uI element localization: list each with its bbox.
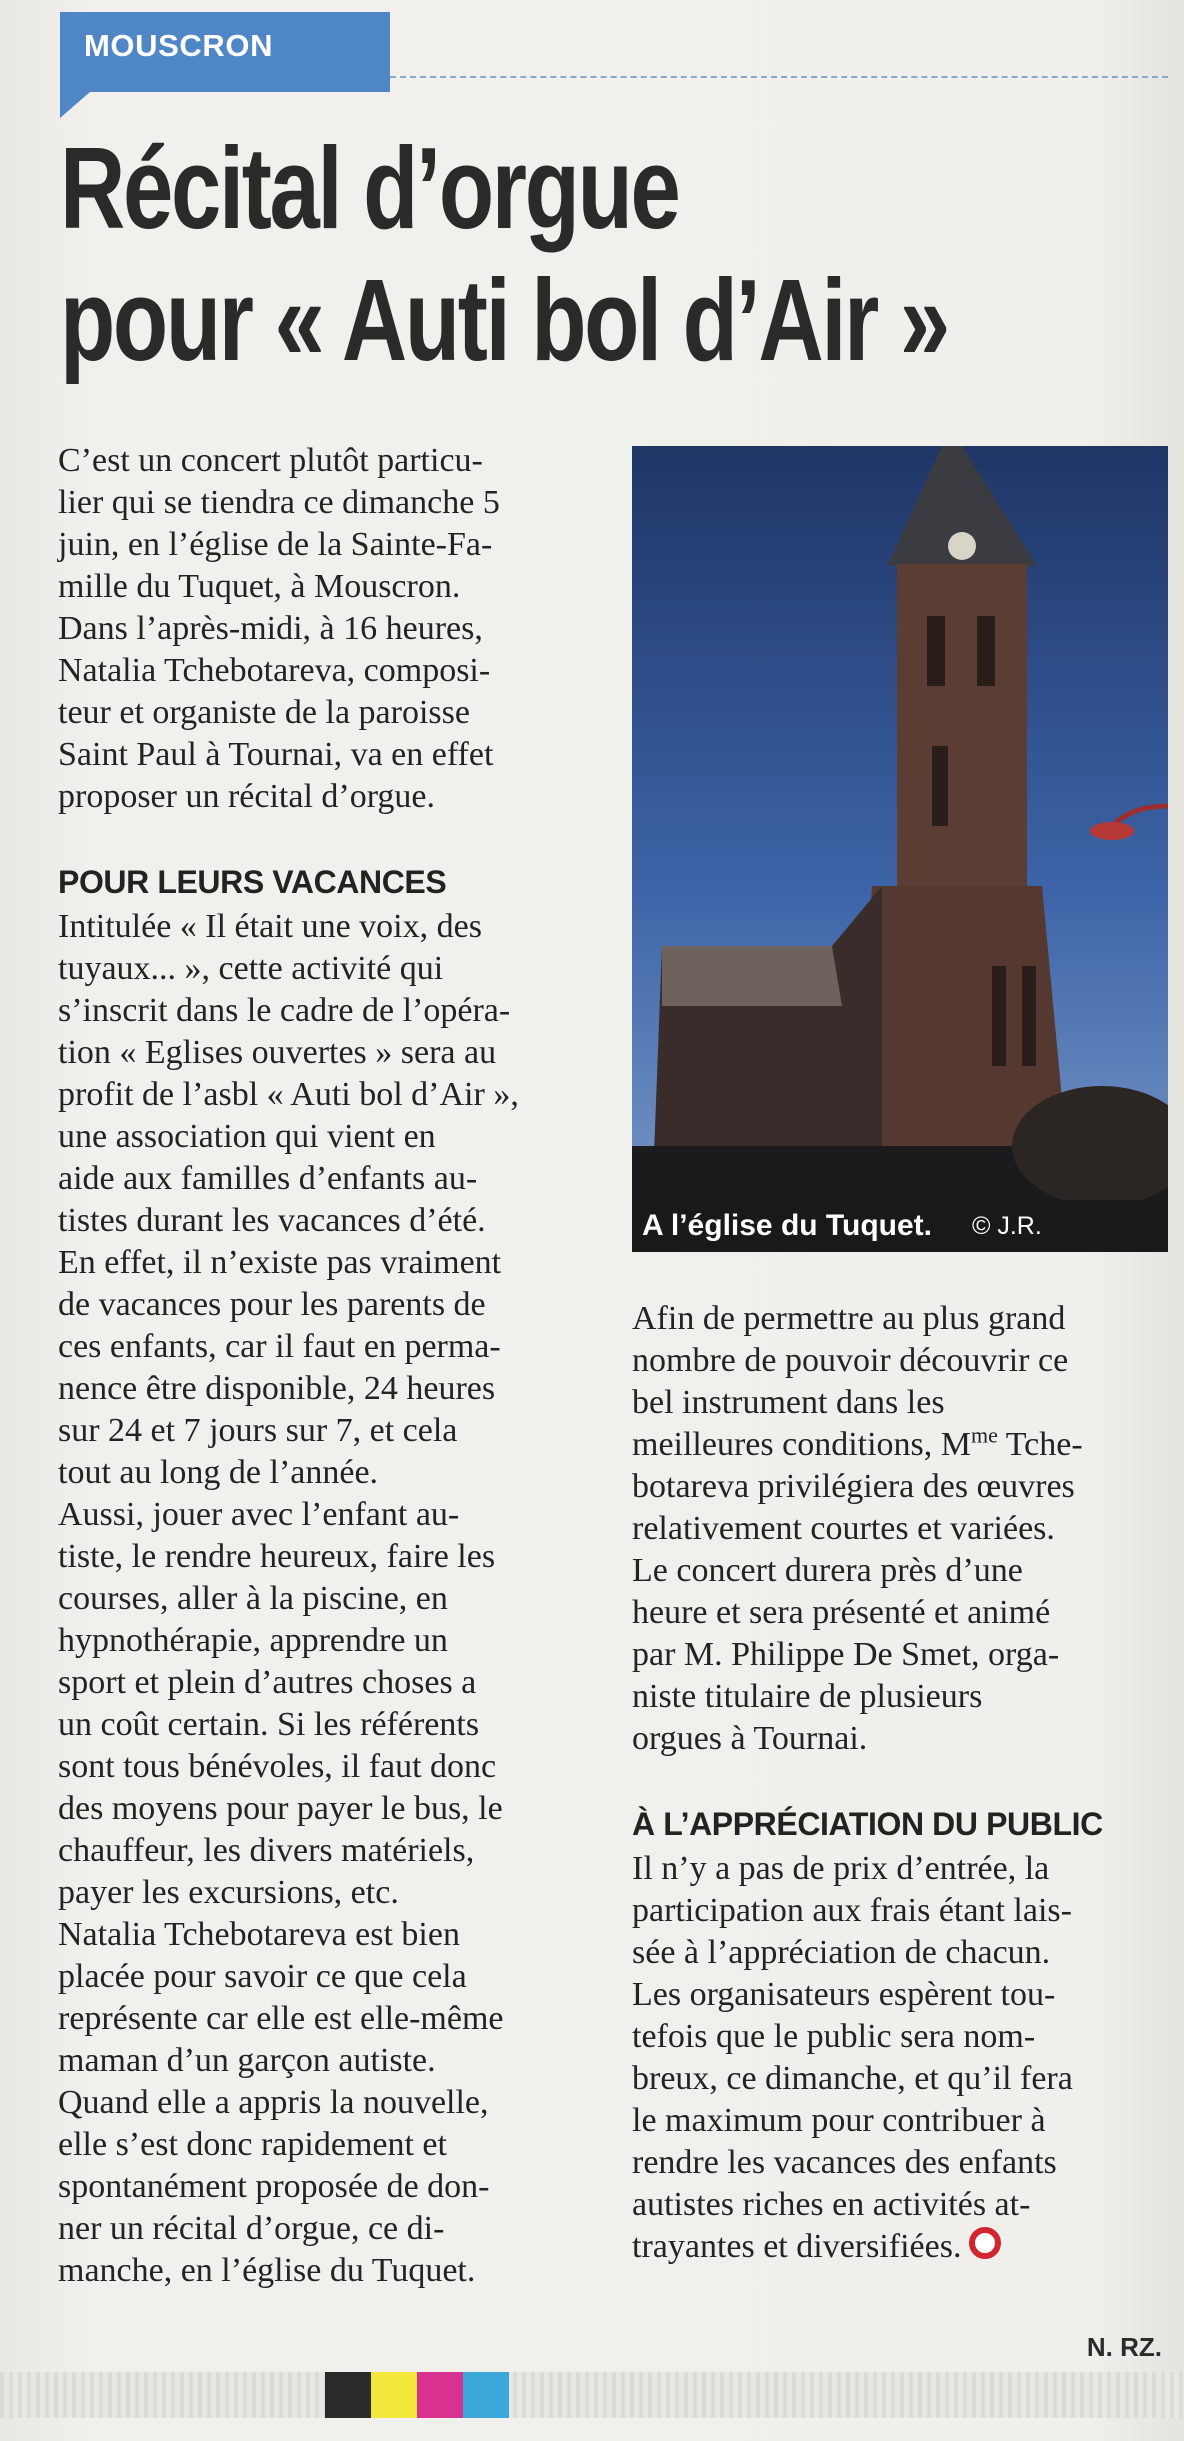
body-paragraph-concert [632, 1298, 1164, 1760]
print-color-swatch [417, 2372, 463, 2418]
text-line: botareva privilégiera des œuvres [632, 1468, 1075, 1505]
text-line: sont tous bénévoles, il faut donc [58, 1748, 497, 1785]
text-line: le maximum pour contribuer à [632, 2102, 1046, 2139]
text-line: mille du Tuquet, à Mouscron. [58, 568, 461, 605]
text-line: sée à l’appréciation de chacun. [632, 1934, 1051, 1971]
section-label: MOUSCRON [84, 28, 274, 63]
text-line: aide aux familles d’enfants au- [58, 1160, 478, 1197]
byline: N. RZ. [1086, 2332, 1162, 2362]
text-line: niste titulaire de plusieurs [632, 1678, 983, 1715]
text-line: autistes riches en activités at- [632, 2186, 1031, 2223]
print-color-swatch [463, 2372, 509, 2418]
body-paragraph-vacances [58, 906, 588, 2292]
section-rule [390, 76, 1168, 78]
section-tag-tail [60, 92, 90, 118]
text-line: courses, aller à la piscine, en [58, 1580, 448, 1617]
text-line: Natalia Tchebotareva est bien [58, 1916, 460, 1953]
text-line: rendre les vacances des enfants [632, 2144, 1057, 2181]
print-color-bar [325, 2372, 509, 2418]
text-line: participation aux frais étant lais- [632, 1892, 1072, 1929]
intro-paragraph [58, 440, 588, 818]
nave-roof [662, 946, 842, 1006]
tower [897, 564, 1027, 894]
text-line: ces enfants, car il faut en perma- [58, 1328, 501, 1365]
text-line: sport et plein d’autres choses a [58, 1664, 477, 1701]
printer-strip [0, 2372, 1184, 2418]
text-line: nombre de pouvoir découvrir ce [632, 1342, 1069, 1379]
subhead-public: À L’APPRÉCIATION DU PUBLIC [632, 1806, 1103, 1842]
text-line: Aussi, jouer avec l’enfant au- [58, 1496, 460, 1533]
text-line: tuyaux... », cette activité qui [58, 950, 444, 987]
text-line: meilleures conditions, M [632, 1426, 972, 1463]
headline-line-2: pour « Auti bol d’Air » [60, 255, 948, 385]
text-line-continuation: Tche- [997, 1426, 1083, 1463]
tower-window [927, 616, 945, 686]
headline [60, 122, 948, 386]
tower-window [977, 616, 995, 686]
text-line: Les organisateurs espèrent tou- [632, 1976, 1056, 2013]
text-line: trayantes et diversifiées. [632, 2228, 962, 2265]
text-line: payer les excursions, etc. [58, 1874, 399, 1911]
text-line: lier qui se tiendra ce dimanche 5 [58, 484, 500, 521]
text-line: relativement courtes et variées. [632, 1510, 1055, 1547]
photo-credit: © J.R. [972, 1212, 1042, 1240]
text-line: Afin de permettre au plus grand [632, 1300, 1066, 1337]
text-line: représente car elle est elle-même [58, 2000, 504, 2037]
text-line: Intitulée « Il était une voix, des [58, 908, 482, 945]
text-line: Quand elle a appris la nouvelle, [58, 2084, 489, 2121]
text-line: une association qui vient en [58, 1118, 436, 1155]
headline-line-1: Récital d’orgue [60, 123, 679, 253]
text-line: juin, en l’église de la Sainte-Fa- [58, 526, 493, 563]
text-line: chauffeur, les divers matériels, [58, 1832, 475, 1869]
nave-window [1022, 966, 1036, 1066]
end-mark-icon [969, 2227, 1001, 2259]
section-tag [60, 12, 390, 92]
text-line: tefois que le public sera nom- [632, 2018, 1036, 2055]
text-line: Natalia Tchebotareva, composi- [58, 652, 491, 689]
text-line: teur et organiste de la paroisse [58, 694, 470, 731]
text-line: placée pour savoir ce que cela [58, 1958, 467, 1995]
text-line: breux, ce dimanche, et qu’il fera [632, 2060, 1073, 2097]
text-line: tout au long de l’année. [58, 1454, 379, 1491]
text-line: orgues à Tournai. [632, 1720, 868, 1757]
text-line: de vacances pour les parents de [58, 1286, 486, 1323]
text-line: sur 24 et 7 jours sur 7, et cela [58, 1412, 458, 1449]
text-line: proposer un récital d’orgue. [58, 778, 436, 815]
text-line: Dans l’après-midi, à 16 heures, [58, 610, 483, 647]
text-line: profit de l’asbl « Auti bol d’Air », [58, 1076, 519, 1113]
tower-window [932, 746, 948, 826]
text-line: En effet, il n’existe pas vraiment [58, 1244, 502, 1281]
church-illustration [632, 446, 1168, 1252]
left-column [58, 440, 588, 2292]
text-line: tistes durant les vacances d’été. [58, 1202, 486, 1239]
photo-caption [632, 1200, 1168, 1252]
subhead-vacances: POUR LEURS VACANCES [58, 864, 447, 900]
text-line: spontanément proposée de don- [58, 2168, 490, 2205]
text-line: tiste, le rendre heureux, faire les [58, 1538, 496, 1575]
nave-window [992, 966, 1006, 1066]
caption-text: A l’église du Tuquet. [642, 1209, 933, 1242]
print-color-swatch [371, 2372, 417, 2418]
text-line: bel instrument dans les [632, 1384, 945, 1421]
text-line: elle s’est donc rapidement et [58, 2126, 447, 2163]
lamp-head [1090, 822, 1134, 840]
text-line: par M. Philippe De Smet, orga- [632, 1636, 1060, 1673]
text-line: hypnothérapie, apprendre un [58, 1622, 448, 1659]
text-line: heure et sera présenté et animé [632, 1594, 1051, 1631]
right-column [632, 1298, 1164, 2268]
body-paragraph-public [632, 1848, 1164, 2268]
text-line: un coût certain. Si les référents [58, 1706, 480, 1743]
text-line: Saint Paul à Tournai, va en effet [58, 736, 494, 773]
print-color-swatch [325, 2372, 371, 2418]
text-line: C’est un concert plutôt particu- [58, 442, 483, 479]
text-line: Le concert durera près d’une [632, 1552, 1023, 1589]
text-line: Il n’y a pas de prix d’entrée, la [632, 1850, 1050, 1887]
text-line: maman d’un garçon autiste. [58, 2042, 436, 2079]
church-photo [632, 446, 1168, 1252]
title-superscript: me [971, 1422, 998, 1448]
text-line: ner un récital d’orgue, ce di- [58, 2210, 445, 2247]
clock-icon [948, 532, 976, 560]
text-line: manche, en l’église du Tuquet. [58, 2252, 476, 2289]
text-line: nence être disponible, 24 heures [58, 1370, 496, 1407]
text-line: des moyens pour payer le bus, le [58, 1790, 503, 1827]
text-line: s’inscrit dans le cadre de l’opéra- [58, 992, 511, 1029]
text-line: tion « Eglises ouvertes » sera au [58, 1034, 497, 1071]
